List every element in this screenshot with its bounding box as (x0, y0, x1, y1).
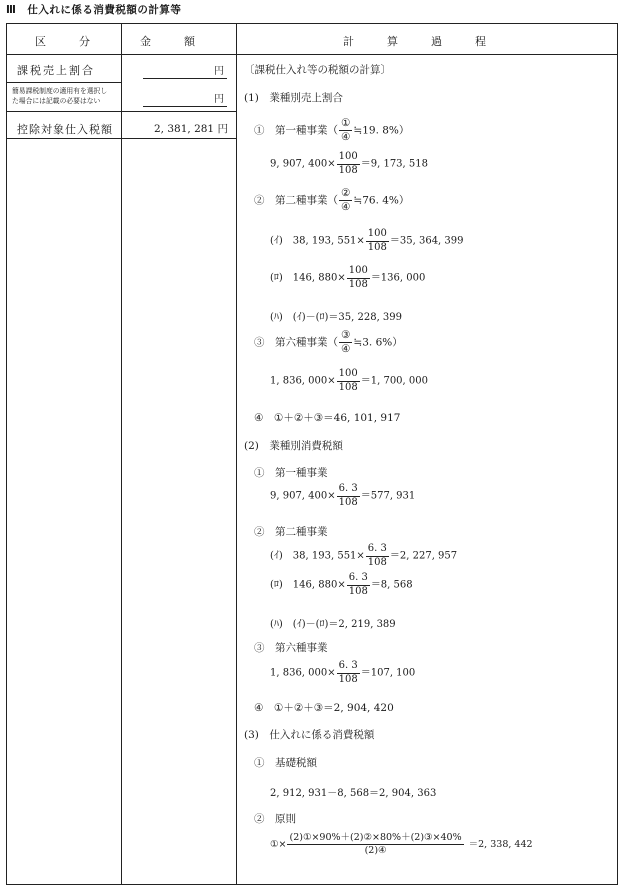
section-2-title: (2) 業種別消費税額 (244, 440, 343, 452)
s2-item3-calc: 1, 836, 000× $\frac{6. 3}{108}$ ＝107, 100 (270, 660, 416, 685)
header-kubun: 区 分 (35, 35, 90, 48)
s1-item3-calc: 1, 836, 000× $\frac{100}{108}$ ＝1, 700, 000 (270, 368, 428, 393)
row-label-taxable-sales-ratio: 課税売上割合 (17, 64, 95, 77)
section-title: Ⅲ 仕入れに係る消費税額の計算等 (6, 4, 182, 16)
s1-item1-calc: 9, 907, 400× $\frac{100}{108}$ ＝9, 173, 518 (270, 151, 428, 176)
row-separator-3 (7, 138, 236, 139)
s1-item2c: (ﾊ) (ｲ)－(ﾛ)＝35, 228, 399 (270, 312, 403, 323)
amount-underline-1 (143, 78, 227, 79)
s1-item1 (254, 118, 409, 143)
s2-item2c: (ﾊ) (ｲ)－(ﾛ)＝2, 219, 389 (270, 619, 396, 630)
s1-item3: ③ 第六種事業（ $\frac{\text{③}}{\text{④}}$ ≒3. 6%） (254, 329, 403, 356)
s1-item2: ② 第二種事業（ $\frac{\text{②}}{\text{④}}$ ≒76. 4%） (254, 187, 410, 214)
row-separator-2 (7, 111, 121, 112)
row-label-deductible-tax: 控除対象仕入税額 (17, 123, 113, 136)
row-separator-2b (121, 111, 236, 112)
column-divider-2 (236, 24, 237, 884)
unit-yen-2: 円 (214, 94, 224, 105)
s1-item4: ④ ①＋②＋③＝46, 101, 917 (254, 412, 401, 424)
s2-item3-label: ③ 第六種事業 (254, 642, 328, 654)
section-3-title: (3) 仕入れに係る消費税額 (244, 729, 375, 741)
s2-item2a: (ｲ) 38, 193, 551× $\frac{6. 3}{108}$ ＝2, 227, 957 (270, 543, 458, 568)
row-separator-1 (7, 82, 121, 83)
header-keisan: 計 算 過 程 (343, 35, 486, 48)
s3-item1-label: ① 基礎税額 (254, 757, 317, 769)
section-1-title: (1) 業種別売上割合 (244, 92, 343, 104)
s2-item2b: (ﾛ) 146, 880× $\frac{6. 3}{108}$ ＝8, 568 (270, 572, 413, 597)
table-header (7, 24, 617, 55)
header-kingaku: 金 額 (140, 35, 195, 48)
s2-item1-calc: 9, 907, 400× $\frac{6. 3}{108}$ ＝577, 931 (270, 483, 416, 508)
s1-item1-label: ① 第一種事業（ (254, 124, 338, 137)
s3-item2-label: ② 原則 (254, 813, 296, 825)
s1-item2b: (ﾛ) 146, 880× $\frac{100}{108}$ ＝136, 000 (270, 265, 426, 290)
s1-item1-result: ≒19. 8%） (353, 124, 410, 137)
s1-item1-fraction: $\frac{\text{①}}{\text{④}}$ (341, 117, 351, 144)
s1-item2a: (ｲ) 38, 193, 551× $\frac{100}{108}$ ＝35, 364, 399 (270, 228, 464, 253)
s2-item4: ④ ①＋②＋③＝2, 904, 420 (254, 702, 394, 714)
s2-item2-label: ② 第二種事業 (254, 526, 328, 538)
row-note-line1: 簡易課税制度の適用有を選択し (12, 87, 108, 95)
deductible-tax-amount: 2, 381, 281 円 (154, 123, 228, 135)
calc-heading: 〔課税仕入れ等の税額の計算〕 (244, 64, 391, 76)
s3-item1-calc: 2, 912, 931－8, 568＝2, 904, 363 (270, 788, 437, 799)
unit-yen-1: 円 (214, 66, 224, 77)
amount-underline-2 (143, 106, 227, 107)
row-note-line2: た場合には記載の必要はない (12, 97, 101, 105)
column-divider-1 (121, 24, 122, 884)
s2-item1-label: ① 第一種事業 (254, 467, 328, 479)
calculation-table (6, 23, 618, 885)
s3-item2-calc: ①× $\frac{\text{(2)①×90\%＋(2)②×80\%＋(2)③×40\%}}{\text{(2)④}}$ ＝2, 338, 442 (270, 832, 533, 856)
